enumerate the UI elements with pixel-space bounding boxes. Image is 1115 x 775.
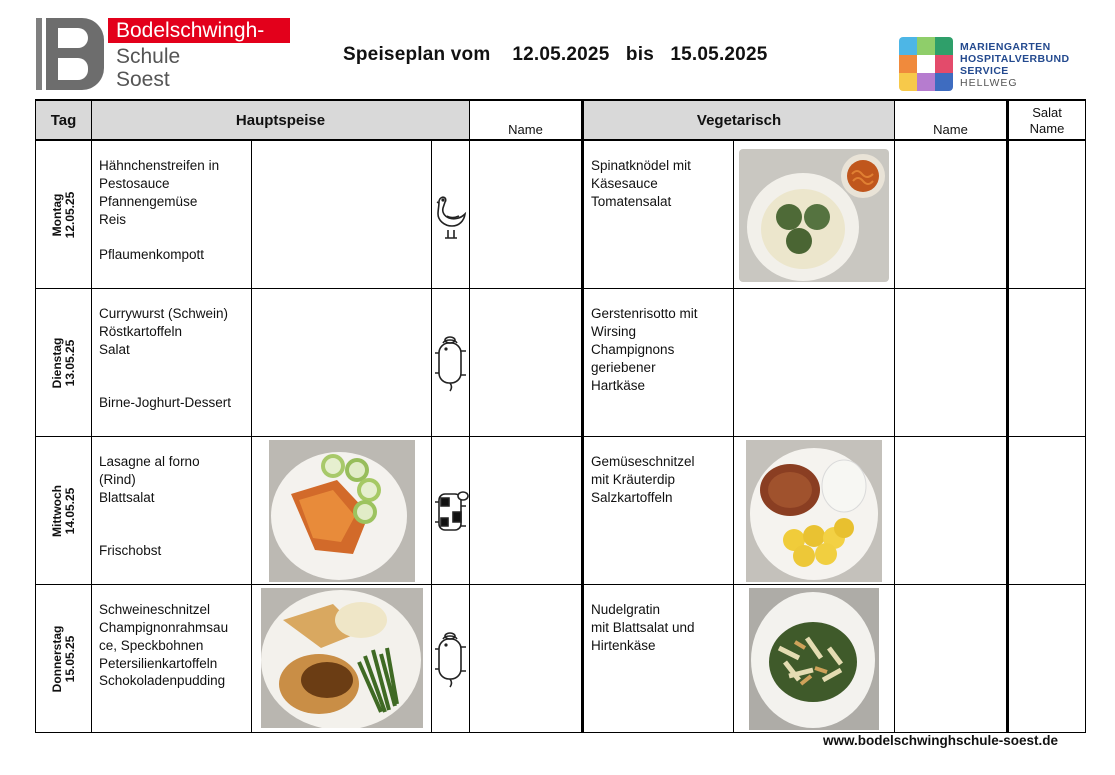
pig-icon xyxy=(433,333,469,393)
main-name-cell xyxy=(470,585,583,733)
main-dish-text: Currywurst (Schwein) Röstkartoffeln Salat xyxy=(99,306,229,357)
header-tag: Tag xyxy=(36,100,92,140)
veg-dish-cell xyxy=(583,140,734,289)
main-name-cell xyxy=(470,437,583,585)
pig-icon xyxy=(433,629,469,689)
main-dish-text: Schweineschnitzel Champignonrahmsau ce, Speckbohnen Petersilienkartoffeln xyxy=(99,602,229,671)
main-photo-cell xyxy=(252,585,432,733)
table-row-donnerstag xyxy=(36,585,1086,733)
main-dish-cell xyxy=(92,585,252,733)
veg-dish-cell xyxy=(583,289,734,437)
veg-photo-cell xyxy=(734,585,895,733)
day-date: 14.05.25 xyxy=(62,487,77,534)
veg-name-cell xyxy=(895,289,1008,437)
veg-dish-text: Nudelgratin mit Blattsalat und Hirtenkäse xyxy=(591,602,695,653)
partner-logo-mosaic xyxy=(899,37,953,91)
day-name: Dienstag xyxy=(49,337,64,388)
partner-logo-line3: SERVICE xyxy=(960,65,1009,77)
header-hauptspeise: Hauptspeise xyxy=(92,100,470,140)
dessert-text: Frischobst xyxy=(99,543,162,558)
partner-logo xyxy=(899,37,1089,93)
day-name: Montag xyxy=(49,193,64,236)
veg-photo-cell xyxy=(734,140,895,289)
salad-name-cell xyxy=(1008,585,1086,733)
day-cell xyxy=(36,437,92,585)
header-name-veg: Name xyxy=(895,100,1008,140)
veg-name-cell xyxy=(895,140,1008,289)
veg-photo-cell xyxy=(734,437,895,585)
school-logo xyxy=(36,18,296,90)
header-vegetarisch: Vegetarisch xyxy=(583,100,895,140)
day-cell xyxy=(36,585,92,733)
cow-icon xyxy=(433,486,469,536)
table-header-row xyxy=(36,100,1086,140)
day-date: 15.05.25 xyxy=(62,635,77,682)
veg-dish-cell xyxy=(583,585,734,733)
food-photo-nudelgratin xyxy=(749,588,879,730)
main-dish-cell xyxy=(92,289,252,437)
day-date: 12.05.25 xyxy=(62,191,77,238)
salad-name-cell xyxy=(1008,289,1086,437)
main-dish-text: Hähnchenstreifen in Pestosauce Pfannengemüse Reis xyxy=(99,158,220,227)
header-salat-line2: Name xyxy=(1029,121,1065,136)
food-photo-spinatknoedel xyxy=(739,149,889,282)
veg-name-cell xyxy=(895,437,1008,585)
dessert-text: Birne-Joghurt-Dessert xyxy=(99,395,232,410)
day-date: 13.05.25 xyxy=(62,339,77,386)
meat-icon-cell xyxy=(432,289,470,437)
page-title: Speiseplan vom 12.05.2025 bis 15.05.2025 xyxy=(343,44,768,65)
school-logo-line2: Schule xyxy=(116,45,181,68)
veg-photo-cell xyxy=(734,289,895,437)
main-dish-cell xyxy=(92,437,252,585)
main-name-cell xyxy=(470,289,583,437)
day-name: Mittwoch xyxy=(49,484,64,537)
main-dish-cell xyxy=(92,140,252,289)
header-salat xyxy=(1008,100,1086,140)
main-photo-cell xyxy=(252,289,432,437)
day-name: Donnerstag xyxy=(49,625,64,692)
main-photo-cell xyxy=(252,140,432,289)
website-link[interactable]: www.bodelschwinghschule-soest.de xyxy=(823,733,1059,748)
veg-dish-text: Spinatknödel mit Käsesauce Tomatensalat xyxy=(591,158,691,209)
food-photo-schweineschnitzel xyxy=(261,588,423,728)
main-dish-text: Lasagne al forno (Rind) Blattsalat xyxy=(99,454,200,505)
meat-icon-cell xyxy=(432,140,470,289)
veg-dish-text: Gemüseschnitzel mit Kräuterdip Salzkartoffeln xyxy=(591,454,695,505)
meat-icon-cell xyxy=(432,585,470,733)
food-photo-gemueseschnitzel xyxy=(746,440,882,582)
school-logo-mark xyxy=(36,18,106,90)
salad-name-cell xyxy=(1008,140,1086,289)
veg-dish-text: Gerstenrisotto mit Wirsing Champignons geriebener Hartkäse xyxy=(591,306,698,393)
table-row-dienstag xyxy=(36,289,1086,437)
table-row-mittwoch xyxy=(36,437,1086,585)
dessert-text: Schokoladenpudding xyxy=(99,673,226,688)
menu-table xyxy=(35,99,1086,733)
dessert-text: Pflaumenkompott xyxy=(99,247,205,262)
veg-name-cell xyxy=(895,585,1008,733)
partner-logo-line4: HELLWEG xyxy=(960,77,1018,89)
main-name-cell xyxy=(470,140,583,289)
day-cell xyxy=(36,289,92,437)
meat-icon-cell xyxy=(432,437,470,585)
header-salat-line1: Salat xyxy=(1032,105,1062,120)
main-photo-cell xyxy=(252,437,432,585)
partner-logo-line2: HOSPITALVERBUND xyxy=(960,53,1070,65)
day-cell xyxy=(36,140,92,289)
school-logo-line3: Soest xyxy=(116,68,170,91)
chicken-icon xyxy=(433,190,469,240)
header-name-main: Name xyxy=(470,100,583,140)
veg-dish-cell xyxy=(583,437,734,585)
school-logo-line1: Bodelschwingh- xyxy=(108,18,290,43)
food-photo-lasagne xyxy=(269,440,415,582)
salad-name-cell xyxy=(1008,437,1086,585)
table-row-montag xyxy=(36,140,1086,289)
partner-logo-line1: MARIENGARTEN xyxy=(960,41,1051,53)
